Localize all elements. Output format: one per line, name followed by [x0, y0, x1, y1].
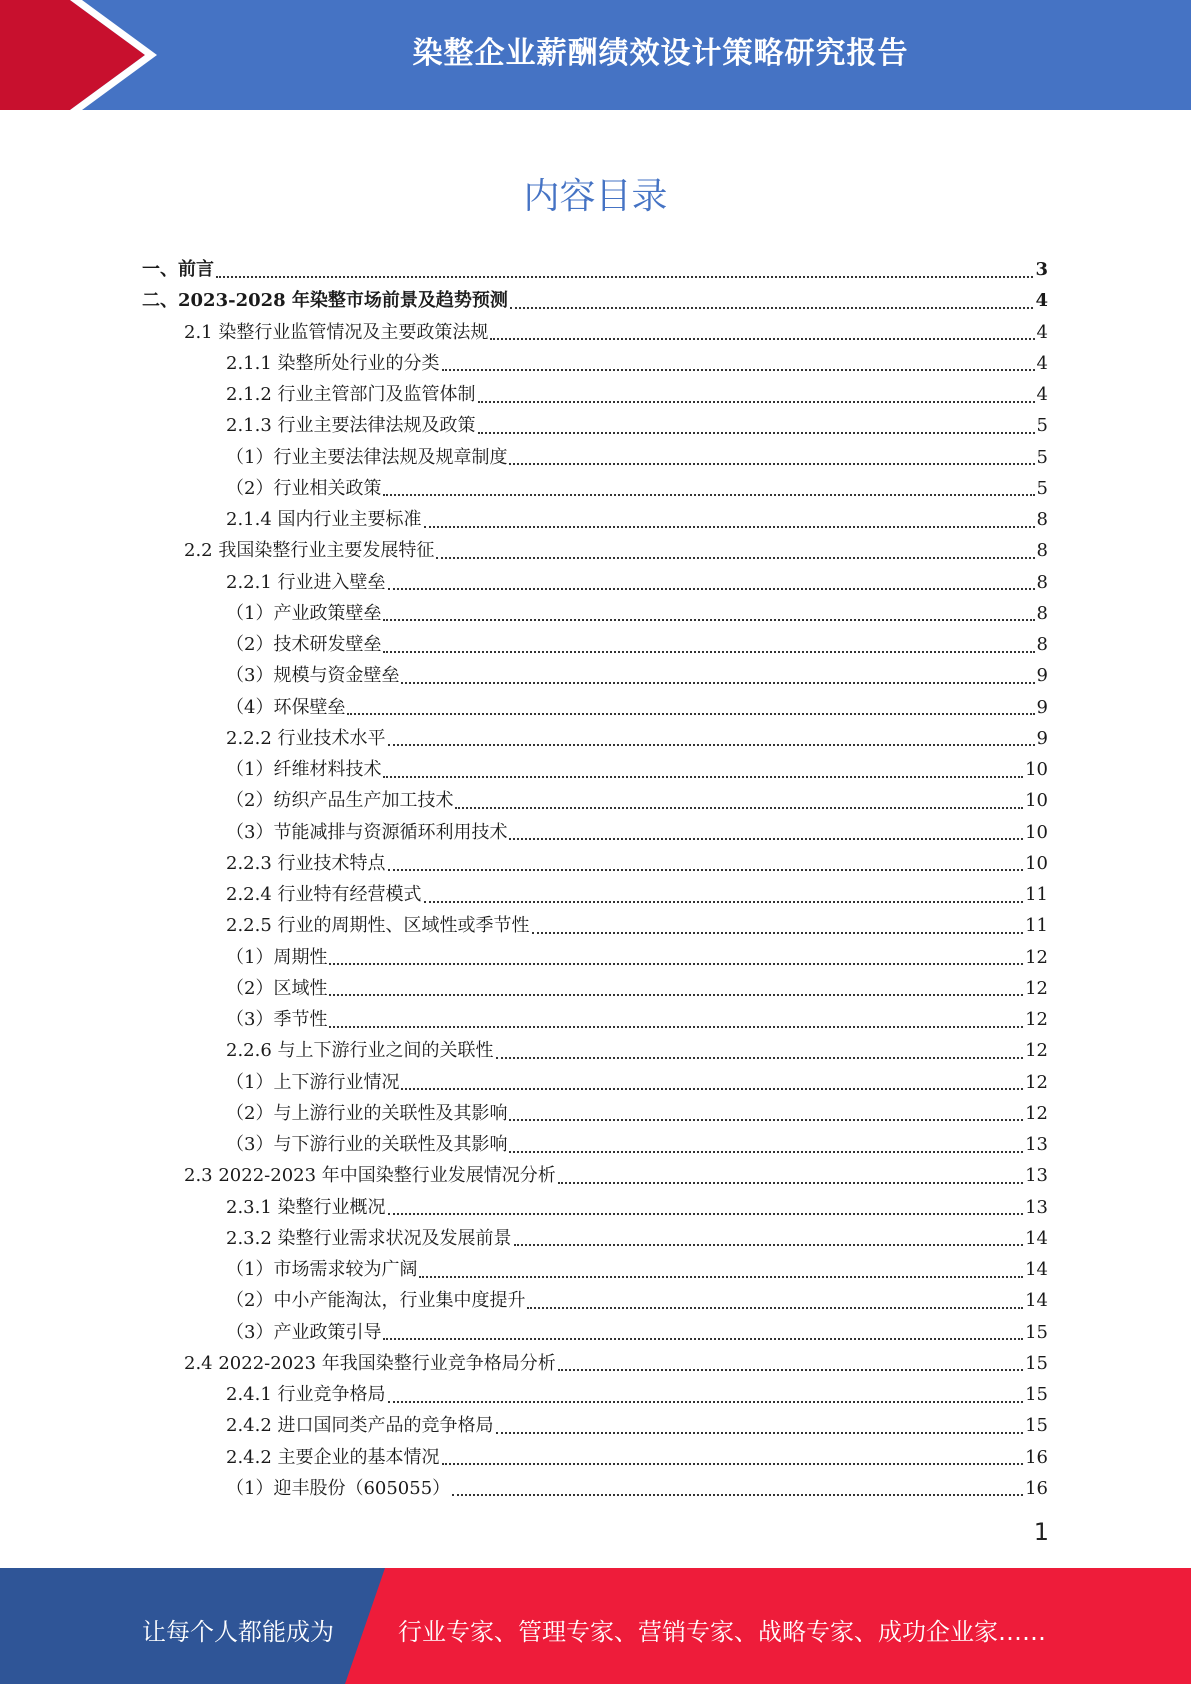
toc-dot-leader: [455, 807, 1023, 809]
toc-entry-page: 10: [1025, 759, 1048, 780]
toc-entry[interactable]: [142, 598, 1048, 629]
toc-dot-leader: [216, 276, 1033, 278]
toc-dot-leader: [509, 1119, 1023, 1121]
toc-entry-page: 13: [1025, 1165, 1048, 1187]
toc-entry-page: 14: [1025, 1290, 1048, 1312]
toc-entry[interactable]: [142, 1285, 1048, 1316]
toc-dot-leader: [383, 776, 1023, 778]
toc-dot-leader: [383, 619, 1034, 621]
toc-entry-title: 2.2.1 行业进入壁垒: [226, 571, 386, 593]
toc-entry[interactable]: [142, 660, 1048, 691]
toc-entry-page: 5: [1036, 415, 1048, 437]
toc-entry-title: （1）迎丰股份（605055）: [226, 1477, 451, 1499]
toc-entry-title: （2）技术研发壁垒: [226, 634, 382, 655]
toc-entry-title: 2.2.6 与上下游行业之间的关联性: [226, 1040, 494, 1062]
toc-entry-title: 2.2.5 行业的周期性、区域性或季节性: [226, 915, 530, 937]
toc-dot-leader: [329, 963, 1023, 965]
toc-dot-leader: [478, 432, 1035, 434]
toc-entry[interactable]: [142, 1348, 1048, 1379]
toc-entry[interactable]: [142, 754, 1048, 785]
toc-entry-title: （1）产业政策壁垒: [226, 602, 382, 624]
toc-entry[interactable]: [142, 535, 1048, 566]
toc-entry-page: 9: [1036, 696, 1048, 718]
toc-entry[interactable]: [142, 910, 1048, 941]
toc-entry-title: 2.4.1 行业竞争格局: [226, 1384, 386, 1405]
toc-entry[interactable]: [142, 285, 1048, 316]
toc-entry-title: 2.1.3 行业主要法律法规及政策: [226, 415, 476, 437]
toc-entry-title: （1）上下游行业情况: [226, 1071, 400, 1093]
toc-entry-page: 12: [1025, 1071, 1048, 1093]
toc-entry[interactable]: [142, 254, 1048, 285]
toc-dot-leader: [558, 1369, 1023, 1371]
toc-entry[interactable]: [142, 442, 1048, 473]
toc-entry-title: 2.3.1 染整行业概况: [226, 1196, 386, 1218]
toc-entry-title: （1）行业主要法律法规及规章制度: [226, 446, 508, 468]
toc-dot-leader: [383, 1338, 1023, 1340]
footer-slogan-left: 让每个人都能成为: [142, 1618, 334, 1646]
toc-entry-title: （3）季节性: [226, 1009, 328, 1030]
toc-dot-leader: [347, 713, 1034, 715]
toc-entry[interactable]: [142, 1192, 1048, 1223]
toc-entry[interactable]: [142, 1160, 1048, 1191]
toc-entry[interactable]: [142, 723, 1048, 754]
toc-entry[interactable]: [142, 410, 1048, 441]
toc-entry-page: 5: [1036, 446, 1048, 468]
toc-entry-title: （2）中小产能淘汰，行业集中度提升: [226, 1290, 526, 1312]
toc-entry-page: 9: [1036, 665, 1048, 687]
toc-entry-page: 10: [1025, 790, 1048, 812]
toc-dot-leader: [401, 1088, 1023, 1090]
toc-entry[interactable]: [142, 817, 1048, 848]
toc-entry[interactable]: [142, 1004, 1048, 1035]
toc-entry-page: 14: [1025, 1227, 1048, 1249]
page-number: 1: [1033, 1518, 1049, 1546]
toc-entry[interactable]: [142, 1379, 1048, 1410]
toc-entry-page: 11: [1025, 915, 1048, 937]
toc-entry-title: （1）周期性: [226, 946, 328, 968]
toc-dot-leader: [329, 1026, 1023, 1028]
toc-entry-title: （3）产业政策引导: [226, 1321, 382, 1343]
toc-entry-title: 2.4 2022-2023 年我国染整行业竞争格局分析: [184, 1352, 556, 1374]
toc-entry[interactable]: [142, 1317, 1048, 1348]
toc-entry-title: 2.2.3 行业技术特点: [226, 852, 386, 874]
toc-dot-leader: [509, 463, 1034, 465]
toc-entry-title: （2）与上游行业的关联性及其影响: [226, 1102, 508, 1124]
toc-entry-title: 2.1.2 行业主管部门及监管体制: [226, 384, 476, 405]
toc-dot-leader: [388, 1213, 1024, 1215]
toc-dot-leader: [452, 1494, 1023, 1496]
toc-entry[interactable]: [142, 973, 1048, 1004]
toc-dot-leader: [424, 901, 1024, 903]
toc-dot-leader: [510, 307, 1034, 309]
toc-entry-page: 10: [1025, 821, 1048, 843]
toc-entry[interactable]: [142, 567, 1048, 598]
toc-entry-page: 14: [1025, 1259, 1048, 1280]
toc-entry[interactable]: [142, 348, 1048, 379]
toc-dot-leader: [527, 1307, 1023, 1309]
toc-entry[interactable]: [142, 379, 1048, 410]
toc-entry-page: 12: [1025, 946, 1048, 968]
toc-entry-page: 12: [1025, 1102, 1048, 1124]
toc-entry-page: 8: [1036, 634, 1048, 655]
toc-dot-leader: [388, 869, 1024, 871]
toc-entry[interactable]: [142, 1035, 1048, 1066]
toc-entry-title: （3）节能减排与资源循环利用技术: [226, 821, 508, 843]
toc-dot-leader: [532, 932, 1024, 934]
toc-dot-leader: [383, 651, 1034, 653]
toc-dot-leader: [490, 338, 1034, 340]
toc-entry[interactable]: [142, 942, 1048, 973]
toc-heading: 内容目录: [523, 176, 668, 217]
toc-dot-leader: [436, 557, 1034, 559]
toc-entry-page: 12: [1025, 977, 1048, 999]
toc-entry-page: 13: [1025, 1196, 1048, 1218]
toc-entry-page: 3: [1035, 259, 1048, 280]
toc-entry-page: 8: [1036, 571, 1048, 593]
toc-entry-page: 8: [1036, 509, 1048, 530]
toc-entry-page: 12: [1025, 1040, 1048, 1062]
toc-entry-title: （2）区域性: [226, 977, 328, 999]
toc-entry-page: 12: [1025, 1009, 1048, 1030]
toc-entry-page: 11: [1025, 884, 1048, 905]
toc-dot-leader: [442, 1463, 1024, 1465]
toc-entry[interactable]: [142, 317, 1048, 348]
toc-dot-leader: [514, 1244, 1024, 1246]
toc-entry[interactable]: [142, 1473, 1048, 1504]
toc-entry-page: 15: [1025, 1384, 1048, 1405]
toc-entry-page: 4: [1036, 321, 1048, 343]
page-header: [0, 0, 1191, 110]
footer-slogan-right: 行业专家、管理专家、营销专家、战略专家、成功企业家……: [398, 1618, 1046, 1646]
toc-entry-title: 2.4.2 主要企业的基本情况: [226, 1446, 440, 1468]
toc-entry-page: 8: [1036, 602, 1048, 624]
toc-entry-page: 15: [1025, 1415, 1048, 1437]
toc-entry[interactable]: [142, 1067, 1048, 1098]
toc-entry-page: 16: [1025, 1446, 1048, 1468]
toc-entry-page: 16: [1025, 1477, 1048, 1499]
toc-dot-leader: [329, 994, 1023, 996]
toc-dot-leader: [558, 1182, 1023, 1184]
toc-entry-title: （1）纤维材料技术: [226, 759, 382, 780]
toc-entry[interactable]: [142, 1442, 1048, 1473]
toc-entry[interactable]: [142, 504, 1048, 535]
toc-entry[interactable]: [142, 848, 1048, 879]
report-title: 染整企业薪酬绩效设计策略研究报告: [412, 36, 909, 71]
toc-entry-page: 15: [1025, 1321, 1048, 1343]
toc-entry-title: 2.3.2 染整行业需求状况及发展前景: [226, 1227, 512, 1249]
toc-entry-title: 2.2.4 行业特有经营模式: [226, 884, 422, 905]
toc-entry[interactable]: [142, 1129, 1048, 1160]
toc-dot-leader: [496, 1057, 1024, 1059]
toc-entry[interactable]: [142, 1223, 1048, 1254]
toc-entry-title: （2）纺织产品生产加工技术: [226, 790, 454, 812]
toc-entry-page: 9: [1036, 727, 1048, 749]
toc-entry-page: 5: [1036, 477, 1048, 499]
toc-entry[interactable]: [142, 879, 1048, 910]
toc-entry[interactable]: [142, 629, 1048, 660]
toc-entry-title: （3）规模与资金壁垒: [226, 665, 400, 687]
toc-entry-title: 一、前言: [142, 259, 214, 280]
toc-entry[interactable]: [142, 1098, 1048, 1129]
toc-entry[interactable]: [142, 692, 1048, 723]
toc-entry[interactable]: [142, 1410, 1048, 1441]
toc-dot-leader: [442, 369, 1035, 371]
toc-dot-leader: [424, 526, 1035, 528]
toc-dot-leader: [388, 588, 1035, 590]
toc-entry-title: （2）行业相关政策: [226, 477, 382, 499]
toc-entry-title: 2.2 我国染整行业主要发展特征: [184, 540, 435, 562]
toc-entry-page: 15: [1025, 1352, 1048, 1374]
toc-entry-page: 4: [1036, 384, 1048, 405]
toc-entry-title: 2.1.4 国内行业主要标准: [226, 509, 422, 530]
toc-entry-title: 2.1.1 染整所处行业的分类: [226, 352, 440, 374]
page-footer: [0, 1568, 1191, 1684]
toc-dot-leader: [388, 1401, 1024, 1403]
toc-dot-leader: [496, 1432, 1024, 1434]
toc-dot-leader: [478, 401, 1035, 403]
toc-dot-leader: [401, 682, 1034, 684]
toc-dot-leader: [419, 1276, 1023, 1278]
toc-entry-page: 4: [1035, 290, 1048, 312]
toc-dot-leader: [509, 1151, 1023, 1153]
table-of-contents: [142, 254, 1048, 1504]
toc-entry-title: 2.3 2022-2023 年中国染整行业发展情况分析: [184, 1165, 556, 1187]
toc-dot-leader: [383, 494, 1034, 496]
toc-entry-page: 4: [1036, 352, 1048, 374]
toc-entry[interactable]: [142, 785, 1048, 816]
toc-entry-page: 10: [1025, 852, 1048, 874]
toc-dot-leader: [388, 744, 1035, 746]
toc-entry-title: 2.2.2 行业技术水平: [226, 727, 386, 749]
toc-entry-title: （3）与下游行业的关联性及其影响: [226, 1134, 508, 1155]
toc-entry[interactable]: [142, 1254, 1048, 1285]
toc-entry-title: 2.1 染整行业监管情况及主要政策法规: [184, 321, 489, 343]
toc-entry-title: （1）市场需求较为广阔: [226, 1259, 418, 1280]
toc-entry[interactable]: [142, 473, 1048, 504]
toc-entry-page: 13: [1025, 1134, 1048, 1155]
toc-entry-title: 二、2023-2028 年染整市场前景及趋势预测: [142, 290, 508, 312]
toc-dot-leader: [509, 838, 1023, 840]
toc-entry-title: （4）环保壁垒: [226, 696, 346, 718]
toc-entry-page: 8: [1036, 540, 1048, 562]
toc-entry-title: 2.4.2 进口国同类产品的竞争格局: [226, 1415, 494, 1437]
